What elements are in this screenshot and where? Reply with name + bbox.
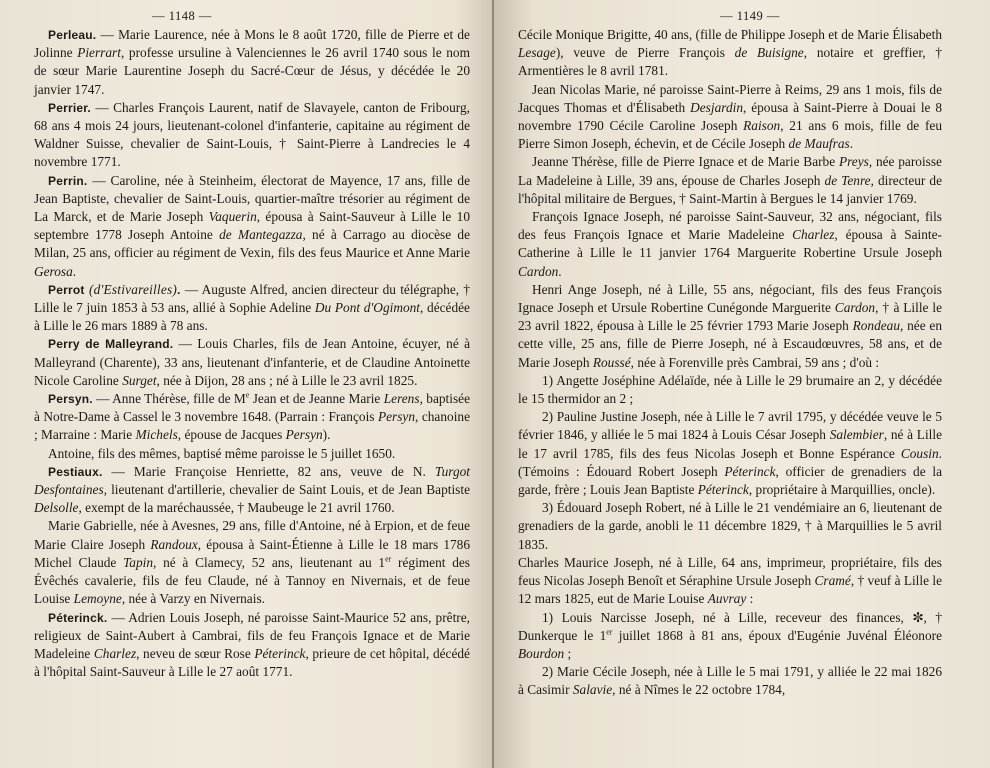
entry-paragraph (34, 99, 470, 172)
paragraph: Charles Maurice Joseph, né à Lille, 64 ans, imprimeur, propriétaire, fils des feus Nicolas Joseph Benoît et Séraphine Ursule Joseph Cramé, † veuf à Lille le 12 mars 1825, eut de Marie Louise Auvray : (518, 554, 942, 607)
entry-text: — Marie Françoise Henriette, 82 ans, veuve de N. Turgot Desfontaines, lieutenant d'artillerie, chevalier de Saint Louis, et de Jean Baptiste Delsolle, exempt de la maréchaussée, † Maubeuge le 21 avril 1760. (34, 463, 470, 516)
numbered-item: 1) Louis Narcisse Joseph, né à Lille, receveur des finances, ✼, † Dunkerque le 1er juillet 1868 à 81 ans, époux d'Eugénie Juvénal Éléonore Bourdon ; (518, 609, 942, 661)
entry-heading: Perrot (d'Estivareilles). (48, 281, 181, 297)
paragraph: François Ignace Joseph, né paroisse Saint-Sauveur, 32 ans, négociant, fils des feus François Ignace et Marie Madeleine Charlez, épousa à Sainte-Catherine à Lille le 11 janvier 1764 Marguerite Robertine Ursule Joseph Cardon. (518, 209, 942, 279)
paragraph: Henri Ange Joseph, né à Lille, 55 ans, négociant, fils des feus François Ignace Joseph et Ursule Robertine Cunégonde Marguerite Cardon, † à Lille le 23 avril 1822, épousa à Lille le 25 février 1793 Marie Joseph Rondeau, née en cette ville, 25 ans, fille de Pierre Joseph, né à Escaudœuvres, 58 ans, et de Marie Joseph Roussé, née à Forenville près Cambrai, 59 ans ; d'où : (518, 281, 942, 370)
entry-heading: Perrin. (48, 173, 88, 188)
entry-text: — Marie Laurence, née à Mons le 8 août 1720, fille de Pierre et de Jolinne Pierrart, professe ursuline à Valenciennes le 26 avril 1740 sous le nom de sœur Marie Laurentine Joseph du Sacré-Cœur de Jésus, y décédée le 20 janvier 1747. (34, 27, 470, 97)
entry-paragraph (34, 463, 470, 518)
entry-paragraph (34, 335, 470, 390)
entry-paragraph (34, 609, 470, 682)
entry-heading: Péterinck. (48, 610, 108, 625)
entry-paragraph (34, 445, 470, 463)
paragraph: Jeanne Thérèse, fille de Pierre Ignace et de Marie Barbe Preys, née paroisse La Madeleine à Lille, 39 ans, épouse de Charles Joseph de Tenre, directeur de l'hôpital militaire de Bergues, † Saint-Martin à Bergues le 14 janvier 1769. (518, 154, 943, 206)
entry-text: — Caroline, née à Steinheim, électorat de Mayence, 17 ans, fille de Jean Baptiste, chevalier de Saint-Louis, quartier-maître trésorier au régiment de La Marck, et de Marie Joseph Vaquerin, épousa à Saint-Sauveur à Lille le 10 septembre 1778 Joseph Antoine de Mantegazza, né à Carrago au diocèse de Milan, 25 ans, officier au régiment de Vexin, fils des feus Maurice et Anne Marie Gerosa. (34, 172, 470, 279)
page-number-right: — 1149 — (720, 9, 780, 23)
right-page-text (518, 26, 942, 700)
entry-heading: Persyn. (48, 392, 93, 407)
left-page-text (34, 26, 470, 681)
entry-text: — Louis Charles, fils de Jean Antoine, écuyer, né à Malleyrand (Charente), 33 ans, lieutenant d'infanterie, et de Claudine Antoinette Nicole Caroline Surget, née à Dijon, 28 ans ; né à Lille le 23 avril 1825. (34, 336, 471, 388)
entry-text: — Auguste Alfred, ancien directeur du télégraphe, † Lille le 7 juin 1853 à 53 ans, allié à Sophie Adeline Du Pont d'Ogimont, décédée à Lille le 26 mars 1889 à 78 ans. (34, 281, 471, 334)
numbered-item: 2) Pauline Justine Joseph, née à Lille le 7 avril 1795, y décédée veuve le 5 février 1846, y alliée le 5 mai 1824 à Louis César Joseph Salembier, né à Lille le 17 avril 1785, fils des feus Nicolas Joseph et Bonne Espérance Cousin. (Témoins : Édouard Robert Joseph Péterinck, officier de grenadiers de la garde, frère ; Louis Jean Baptiste Péterinck, propriétaire à Marquillies, oncle). (518, 409, 942, 498)
entry-heading: Perrier. (48, 100, 91, 115)
right-page (494, 0, 990, 768)
entry-text: — Anne Thérèse, fille de Me Jean et de Jeanne Marie Lerens, baptisée à Notre-Dame à Cassel le 3 novembre 1648. (Parrain : François Persyn, chanoine ; Marraine : Marie Michels, épouse de Jacques Persyn). (34, 390, 470, 443)
entry-paragraph (34, 26, 470, 99)
entry-paragraph (34, 517, 470, 608)
left-page (0, 0, 494, 768)
entry-heading: Pestiaux. (48, 464, 103, 479)
entry-text: Antoine, fils des mêmes, baptisé même paroisse le 5 juillet 1650. (48, 445, 396, 461)
entry-heading: Perleau. (48, 28, 97, 42)
numbered-item: 3) Édouard Joseph Robert, né à Lille le 21 vendémiaire an 6, lieutenant de grenadiers de la garde, anobli le 11 décembre 1829, † à Marquillies le 5 avril 1835. (518, 500, 942, 552)
entry-paragraph (34, 390, 470, 445)
entry-paragraph (34, 172, 470, 281)
numbered-item: 2) Marie Cécile Joseph, née à Lille le 5 mai 1791, y alliée le 22 mai 1826 à Casimir Salavie, né à Nîmes le 22 octobre 1784, (518, 664, 942, 698)
entry-paragraph (34, 281, 470, 336)
entry-text: Marie Gabrielle, née à Avesnes, 29 ans, fille d'Antoine, né à Erpion, et de feue Marie Claire Joseph Randoux, épousa à Saint-Étienne à Lille le 18 mars 1786 Michel Claude Tapin, né à Clamecy, 52 ans, lieutenant au 1er régiment des Évêchés cavalerie, fils de feu Claude, né à Tannoy en Nivernais, et de feue Louise Lemoyne, née à Varzy en Nivernais. (34, 518, 471, 607)
numbered-item: 1) Angette Joséphine Adélaïde, née à Lille le 29 brumaire an 2, y décédée le 15 thermidor an 2 ; (518, 372, 942, 407)
entry-heading: Perry de Malleyrand. (48, 337, 174, 352)
paragraph: Jean Nicolas Marie, né paroisse Saint-Pierre à Reims, 29 ans 1 mois, fils de Jacques Thomas et d'Élisabeth Desjardin, épousa à Saint-Pierre à Douai le 8 novembre 1790 Cécile Caroline Joseph Raison, 21 ans 6 mois, fille de feu Pierre Simon Joseph, échevin, et de Cécile Joseph de Maufras. (518, 81, 943, 152)
page-number-left: — 1148 — (152, 9, 212, 23)
entry-text: — Adrien Louis Joseph, né paroisse Saint-Maurice 52 ans, prêtre, religieux de Saint-Aubert à Cambrai, fils de feu François Ignace et de Marie Madeleine Charlez, neveu de sœur Rose Péterinck, prieure de cet hôpital, décédé à l'hôpital Saint-Sauveur à Lille le 27 août 1771. (34, 609, 470, 680)
entry-text: — Charles François Laurent, natif de Slavayele, canton de Fribourg, 68 ans 4 mois 24 jours, lieutenant-colonel d'infanterie, capitaine au régiment de Waldner Suisse, chevalier de Saint-Louis, † Saint-Pierre à Landrecies le 4 novembre 1771. (34, 99, 470, 170)
paragraph: Cécile Monique Brigitte, 40 ans, (fille de Philippe Joseph et de Marie Élisabeth Lesage), veuve de Pierre François de Buisigne, notaire et greffier, † Armentières le 8 avril 1781. (518, 27, 942, 79)
